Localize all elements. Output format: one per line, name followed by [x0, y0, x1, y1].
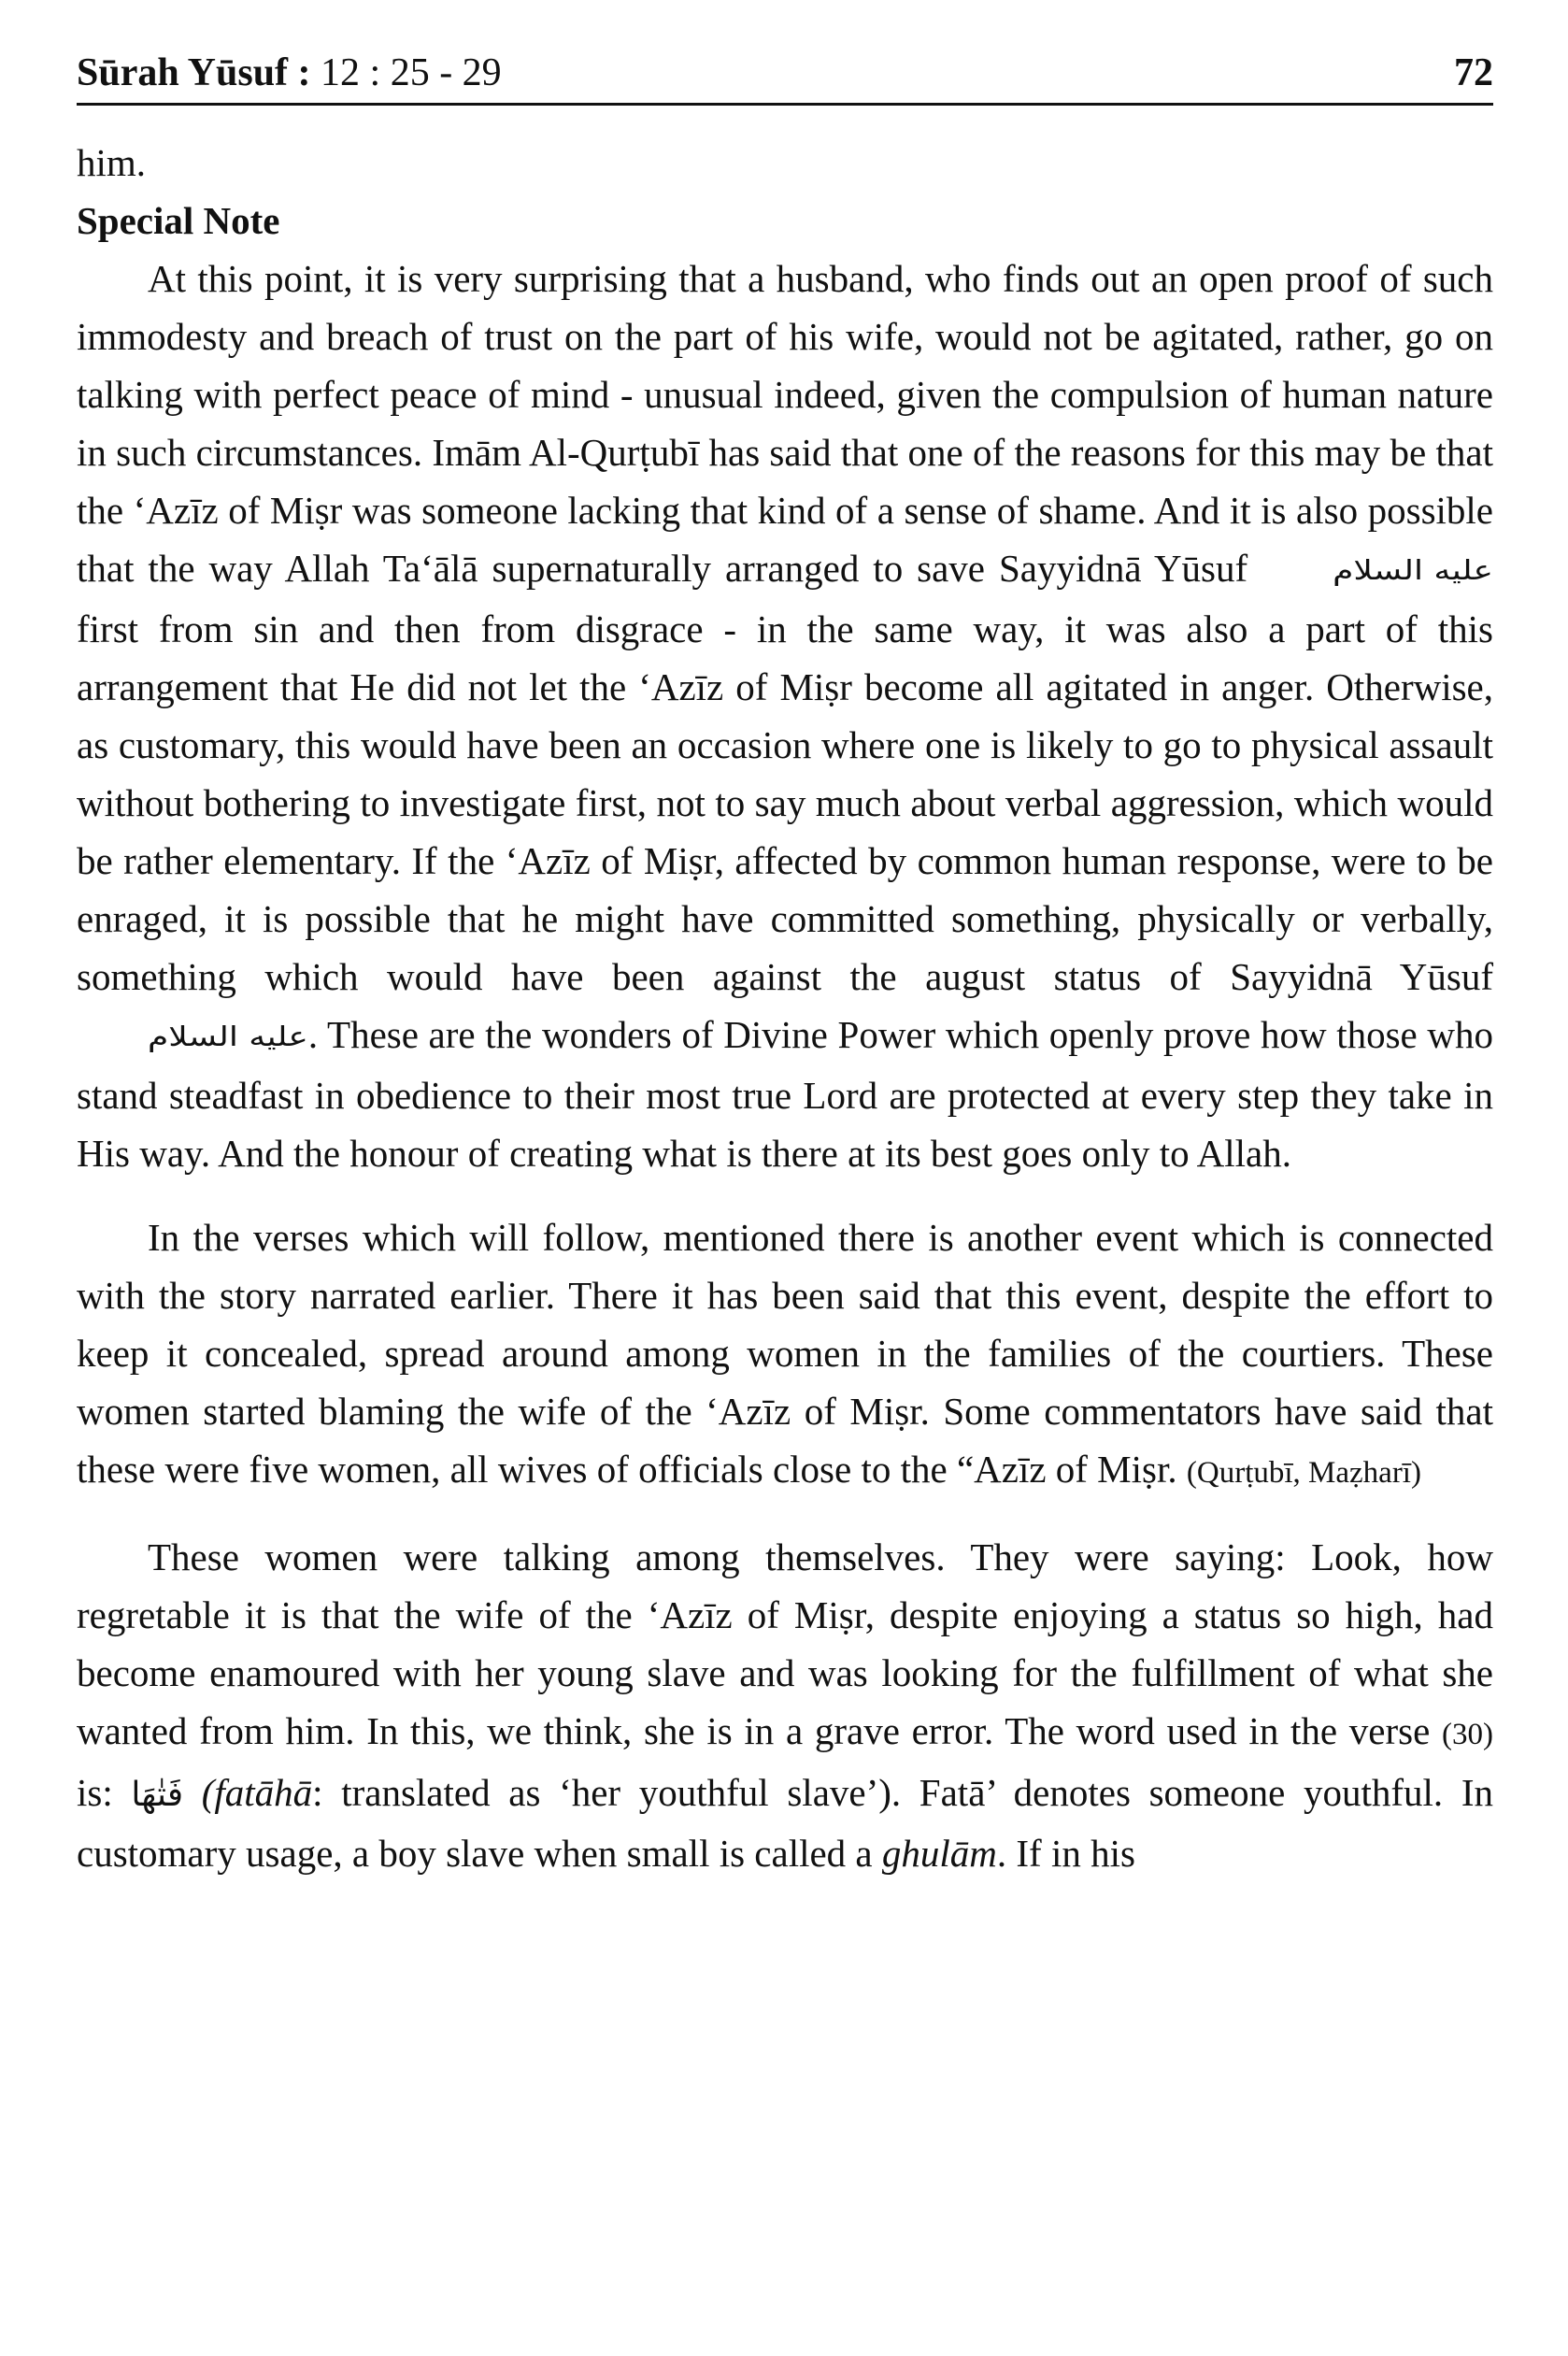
paragraph-text: first from sin and then from disgrace - in the same way, it was also a part of this arrangement that He did not let the ‘Azīz of Miṣr become all agitated in anger. Otherwise, as customary, this would have been an occasion where one is likely to go to physical assault without bothering to investigate first, not to say much about verbal aggression, which would be rather elementary. If the ‘Azīz of Miṣr, affected by common human response, were to be enraged, it is possible that he might have committed something, physically or verbally, something which would have been against the august status of Sayyidnā Yūsuf — [77, 607, 1493, 998]
page-number: 72 — [1454, 51, 1493, 94]
continuation-line: him. — [77, 141, 147, 184]
body-text — [77, 134, 1493, 1882]
paragraph-special-note — [77, 250, 1493, 1182]
transliteration: ghulām — [881, 1832, 997, 1875]
honorific-mark: عليه السلام — [148, 1021, 308, 1052]
book-title: Sūrah Yūsuf : — [77, 51, 311, 94]
honorific-mark: عليه السلام — [1333, 555, 1493, 586]
citation: (Qurṭubī, Maẓharī) — [1186, 1456, 1421, 1490]
paragraph-verses-follow — [77, 1208, 1493, 1502]
verse-number: (30) — [1442, 1718, 1494, 1751]
paragraph-text: is: — [77, 1771, 132, 1814]
section-heading: Special Note — [77, 199, 280, 242]
paragraph-women-talking — [77, 1528, 1493, 1882]
paragraph-text: In the verses which will follow, mentioned there is another event which is connected with the story narrated earlier. There it has been said that this event, despite the effort to keep it concealed, spread around among women in the families of the courtiers. These women started blaming the wife of the ‘Azīz of Miṣr. Some commentators have said that these were five women, all wives of officials close to the “Azīz of Miṣr. — [77, 1216, 1493, 1491]
running-header — [77, 45, 1493, 106]
arabic-word: فَتٰهَا — [131, 1776, 184, 1814]
surah-title — [77, 45, 502, 101]
paragraph-text: : translated as ‘her youthful slave’). Fatā’ denotes someone youthful. In customary usage, a boy slave when small is called a — [77, 1771, 1493, 1875]
page — [77, 45, 1493, 1882]
paragraph-text: . These are the wonders of Divine Power which openly prove how those who stand steadfast in obedience to their most true Lord are protected at every step they take in His way. And the honour of creating what is there at its best goes only to Allah. — [77, 1013, 1493, 1175]
paragraph-text: These women were talking among themselves. They were saying: Look, how regretable it is that the wife of the ‘Azīz of Miṣr, despite enjoying a status so high, had become enamoured with her young slave and was looking for the fulfillment of what she wanted from him. In this, we think, she is in a grave error. The word used in the verse — [77, 1535, 1493, 1752]
paragraph-text: . If in his — [996, 1832, 1135, 1875]
verse-reference: 12 : 25 - 29 — [310, 51, 502, 94]
paragraph-text: At this point, it is very surprising that a husband, who finds out an open proof of such immodesty and breach of trust on the part of his wife, would not be agitated, rather, go on talking with perfect peace of mind - unusual indeed, given the compulsion of human nature in such circumstances. Imām Al-Qurṭubī has said that one of the reasons for this may be that the ‘Azīz of Miṣr was someone lacking that kind of a sense of shame. And it is also possible that the way Allah Ta‘ālā supernaturally arranged to save Sayyidnā Yūsuf — [77, 257, 1493, 590]
transliteration: (fatāhā — [201, 1771, 313, 1814]
